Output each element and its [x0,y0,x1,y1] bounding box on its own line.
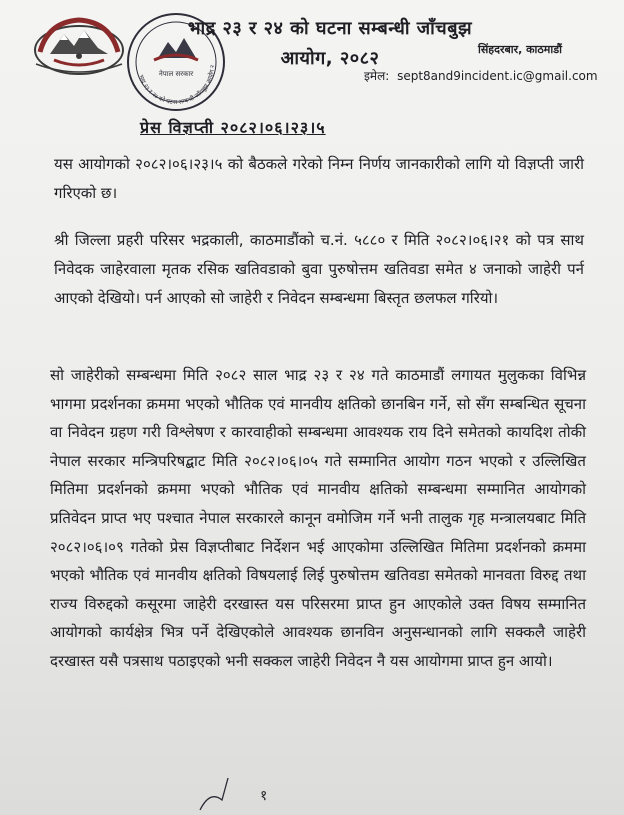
pen-stroke-mark [180,770,300,815]
email-address: sept8and9incident.ic@gmail.com [397,69,598,83]
seal-text-top: नेपाल सरकार [158,70,194,78]
press-release-title: प्रेस विज्ञप्ती २०८२।०६।२३।५ [140,118,326,137]
seal-text-bottom: भाद्र २३ र २४ को घटना सम्बन्धी जाँचबुझ आयोग २ [137,64,217,107]
nepal-emblem-icon [28,12,130,78]
paragraph-1: यस आयोगको २०८२।०६।२३।५ को बैठकले गरेको निम्न निर्णय जानकारीको लागि यो विज्ञप्ती जारी गरिएको छ। [54,155,584,202]
page-number: १ [260,788,268,804]
header-location: सिंहदरबार, काठमाडौं [478,43,562,56]
paragraph-2: श्री जिल्ला प्रहरी परिसर भद्रकाली, काठमाडौंको च.नं. ५८८० र मिति २०८२।०६।२१ को पत्र साथ निवेदक जाहेरवाला मृतक रसिक खतिवडाको बुवा पुरुषोत्तम खतिवडा समेत ४ जनाको जाहेरी पर्न आएको देखियो। पर्न आएको सो जाहेरी र निवेदन सम्बन्धमा बिस्तृत छलफल गरियो। [54,231,584,307]
header-title-line2: आयोग, २०८२ [280,48,380,69]
email-label: इमेल: [364,69,390,83]
paragraph-3: सो जाहेरीको सम्बन्धमा मिति २०८२ साल भाद्र २३ र २४ गते काठमाडौं लगायत मुलुकका विभिन्न भागमा प्रदर्शनका क्रममा भएको भौतिक एवं मानवीय क्षतिको छानबिन गर्ने, सो सँग सम्बन्धित सूचना वा निवेदन ग्रहण गरी विश्लेषण र कारवाहीको सम्बन्धमा आवश्यक राय दिने समेतको कायदिश तोकी नेपाल सरकार मन्त्रिपरिषद्बाट मिति २०८२।०६।०५ गते सम्मानित आयोग गठन भएको र उल्लिखित मितिमा प्रदर्शनको क्रममा भएको भौतिक एवं मानवीय क्षतिको सम्बन्धमा सम्मानित आयोगको प्रतिवेदन प्राप्त भए पश्चात नेपाल सरकारले कानून वमोजिम गर्ने भनी तालुक गृह मन्त्रालयबाट मिति २०८२।०६।०९ गतेको प्रेस विज्ञप्तीबाट निर्देशन भई आएकोमा उल्लिखित मितिमा प्रदर्शनको क्रममा भएको भौतिक एवं मानवीय क्षतिको विषयलाई लिई पुरुषोत्तम खतिवडा समेतको मानवता विरुद्द तथा राज्य विरुद्दको कसूरमा जाहेरी दरखास्त यस परिसरमा प्राप्त हुन आएकोले उक्त विषय सम्मानित आयोगको कार्यक्षेत्र भित्र पर्ने देखिएकोले आवश्यक छानविन अनुसन्धानको लागि सक्कलै जाहेरी दरखास्त यसै पत्रसाथ पठाइएको भनी सक्कल जाहेरी निवेदन नै यस आयोगमा प्राप्त हुन आयो। [50,366,586,670]
header-title-line1: भाद्र २३ र २४ को घटना सम्बन्धी जाँचबुझ [187,18,473,39]
email-row [364,67,598,84]
header-title [150,14,510,74]
